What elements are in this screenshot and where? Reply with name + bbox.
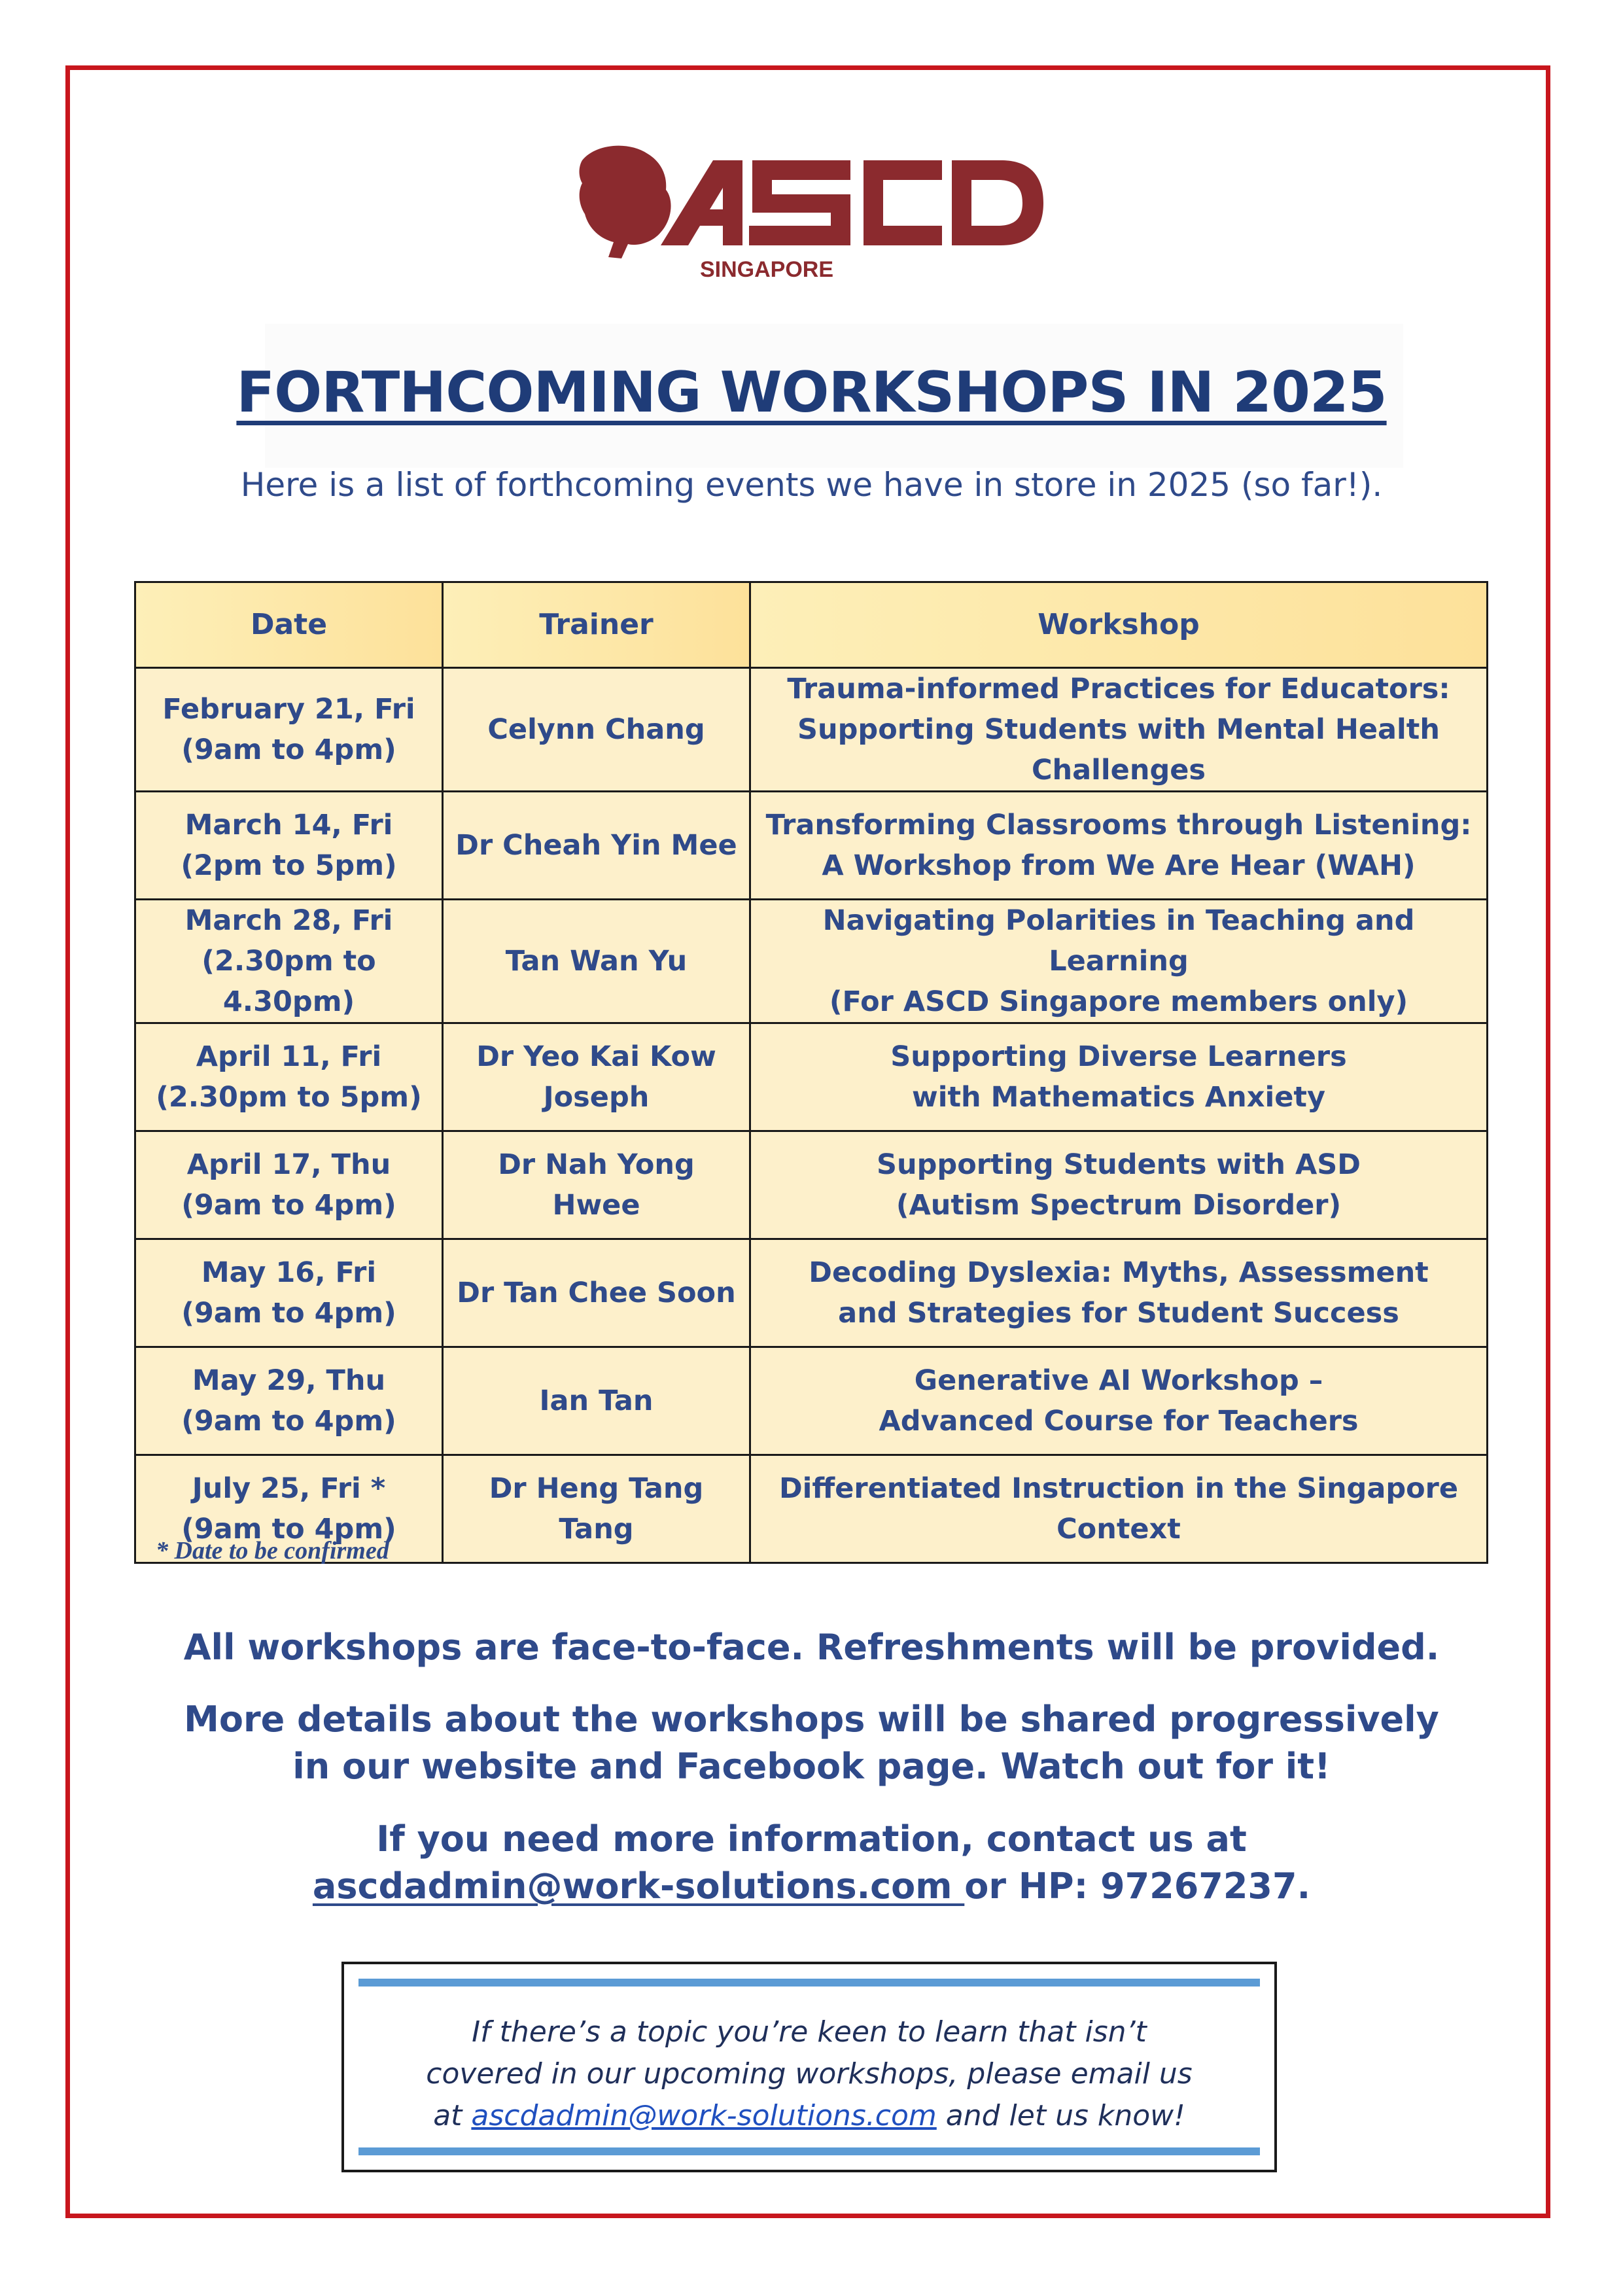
workshop-title-line: Navigating Polarities in Teaching and Learning [822,904,1415,978]
callout-suffix: and let us know! [936,2099,1185,2132]
page-subtitle: Here is a list of forthcoming events we have in store in 2025 (so far!). [240,466,1383,504]
trainer-cell [443,1455,750,1563]
contact-line [0,1863,1623,1910]
info-details [0,1696,1623,1790]
workshop-cell [750,1239,1488,1347]
workshop-title-line: (Autism Spectrum Disorder) [896,1189,1342,1222]
header-workshop: Workshop [750,582,1488,668]
table-row [135,1131,1488,1239]
date-line: February 21, Fri [162,693,415,726]
ascd-logo [576,134,1047,285]
date-line: April 17, Thu [186,1148,391,1181]
date-cell [135,1131,443,1239]
info-contact [0,1816,1623,1910]
workshop-cell [750,1455,1488,1563]
callout-line [344,2095,1274,2137]
merlion-icon [580,146,671,258]
time-line: (9am to 4pm) [181,1513,396,1545]
workshop-cell [750,1023,1488,1131]
trainer-cell [443,1239,750,1347]
trainer-name: Dr Heng Tang Tang [489,1472,704,1545]
date-line: May 16, Fri [201,1256,377,1289]
workshop-cell [750,1347,1488,1455]
table-row [135,792,1488,900]
table-row [135,900,1488,1023]
trainer-cell [443,668,750,792]
header-trainer: Trainer [443,582,750,668]
logo-letter-d [952,160,1043,245]
trainer-name: Dr Cheah Yin Mee [455,829,737,862]
date-tbc-note: * Date to be confirmed [156,1537,389,1564]
logo-letter-s [749,160,850,245]
logo-subtext: SINGAPORE [700,257,834,282]
workshop-title-line: Supporting Diverse Learners [890,1040,1347,1073]
trainer-cell [443,1347,750,1455]
date-cell [135,1023,443,1131]
topic-request-box [341,1962,1277,2172]
trainer-cell [443,792,750,900]
time-line: (2.30pm to 5pm) [156,1081,422,1114]
time-line: (9am to 4pm) [181,1297,396,1330]
workshop-title-line: Advanced Course for Teachers [879,1405,1359,1438]
table-row [135,1239,1488,1347]
table-row [135,1347,1488,1455]
workshop-title-line: Differentiated Instruction in the Singapore Context [778,1472,1459,1545]
time-line: (9am to 4pm) [181,1405,396,1438]
page-title: FORTHCOMING WORKSHOPS IN 2025 [236,360,1387,425]
workshop-title-line: Generative AI Workshop – [914,1364,1323,1397]
date-cell [135,668,443,792]
date-cell [135,900,443,1023]
callout-top-rule [358,1979,1260,1987]
workshop-title-line: with Mathematics Anxiety [911,1081,1326,1114]
workshop-title-line: Trauma-informed Practices for Educators: [787,673,1450,705]
date-line: May 29, Thu [192,1364,386,1397]
header-date: Date [135,582,443,668]
trainer-name: Celynn Chang [487,713,705,746]
trainer-cell [443,1131,750,1239]
workshop-title-line: Decoding Dyslexia: Myths, Assessment [809,1256,1429,1289]
callout-line: covered in our upcoming workshops, please email us [426,2057,1193,2091]
workshop-cell [750,792,1488,900]
time-line: (2pm to 5pm) [181,849,397,882]
date-cell [135,1347,443,1455]
workshops-table [134,581,1488,1564]
workshop-title-line: A Workshop from We Are Hear (WAH) [822,849,1416,882]
workshop-cell [750,1131,1488,1239]
table-header-row [135,582,1488,668]
time-line: (2.30pm to 4.30pm) [201,945,376,1018]
date-cell [135,792,443,900]
table-row [135,1023,1488,1131]
contact-email-link[interactable]: ascdadmin@work-solutions.com [312,1865,965,1907]
date-line: March 28, Fri [184,904,393,937]
callout-prefix: at [433,2099,472,2132]
trainer-name: Dr Tan Chee Soon [457,1277,736,1309]
trainer-cell [443,900,750,1023]
trainer-name: Dr Yeo Kai Kow [476,1040,716,1073]
trainer-name-line2: Joseph [543,1081,650,1114]
time-line: (9am to 4pm) [181,733,396,766]
info-line: in our website and Facebook page. Watch out for it! [292,1746,1331,1787]
trainer-name: Tan Wan Yu [505,945,688,978]
info-line: More details about the workshops will be shared progressively [184,1699,1439,1740]
info-line: All workshops are face-to-face. Refreshments will be provided. [183,1627,1440,1668]
callout-line: If there’s a topic you’re keen to learn that isn’t [472,2015,1147,2049]
callout-bottom-rule [358,2147,1260,2155]
logo-letter-a [661,160,742,245]
date-line: July 25, Fri * [192,1472,386,1505]
trainer-name: Dr Nah Yong Hwee [498,1148,695,1222]
workshop-title-line: Supporting Students with Mental Health Challenges [797,713,1440,786]
info-line: If you need more information, contact us at [376,1818,1247,1860]
callout-text [344,2011,1274,2137]
info-face-to-face [0,1624,1623,1671]
workshop-cell [750,668,1488,792]
workshop-title-line: and Strategies for Student Success [838,1297,1399,1330]
workshop-title-line: Supporting Students with ASD [877,1148,1361,1181]
trainer-name: Ian Tan [539,1385,654,1417]
trainer-cell [443,1023,750,1131]
workshop-title-line: Transforming Classrooms through Listening: [765,809,1472,841]
table-row [135,668,1488,792]
date-line: March 14, Fri [184,809,393,841]
contact-phone: or HP: 97267237. [964,1865,1311,1907]
date-cell [135,1239,443,1347]
date-line: April 11, Fri [196,1040,382,1073]
time-line: (9am to 4pm) [181,1189,396,1222]
logo-letter-c [864,160,942,245]
workshop-cell [750,900,1488,1023]
callout-email-link[interactable]: ascdadmin@work-solutions.com [471,2099,937,2132]
workshop-title-line: (For ASCD Singapore members only) [829,985,1408,1018]
